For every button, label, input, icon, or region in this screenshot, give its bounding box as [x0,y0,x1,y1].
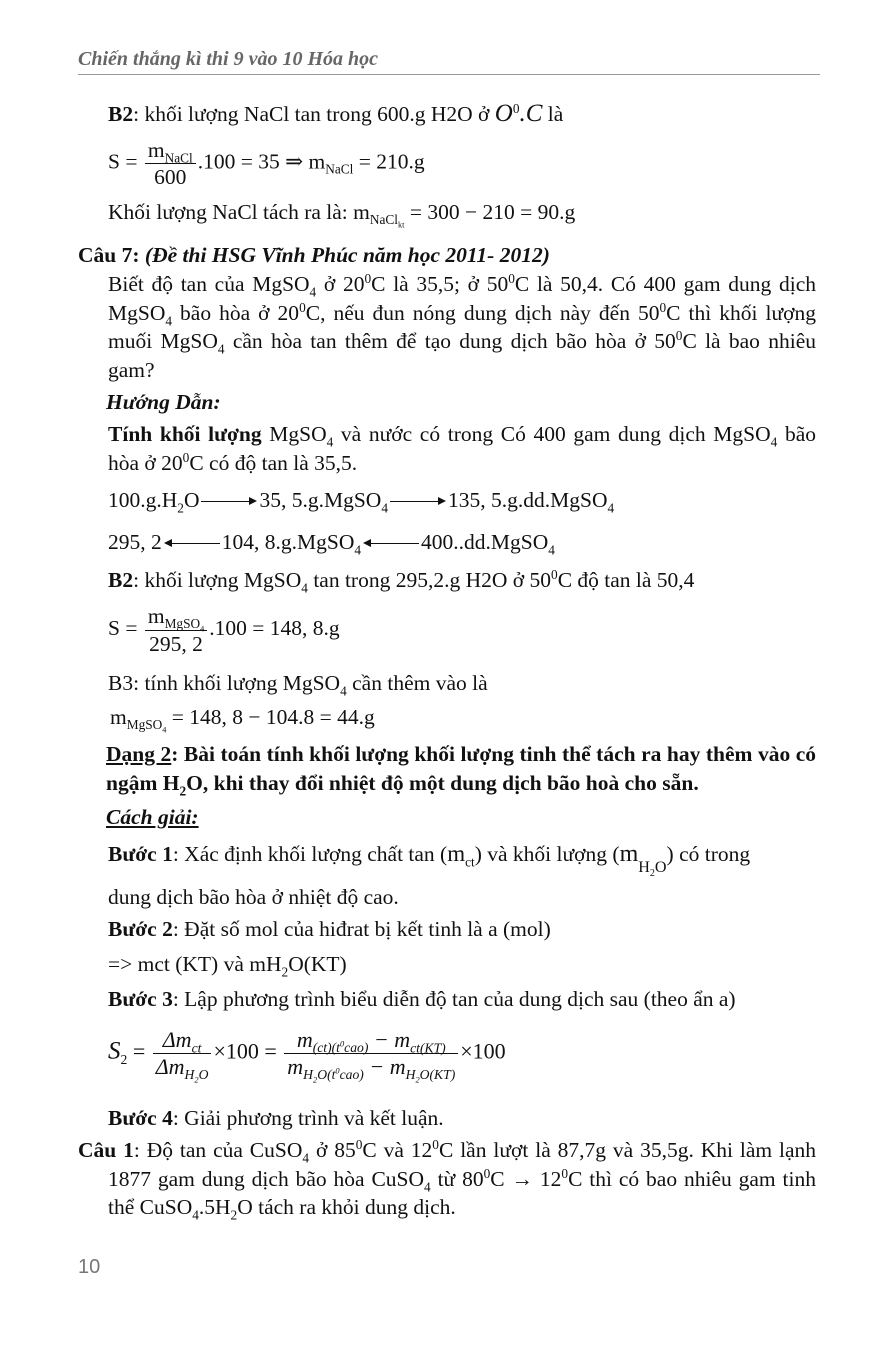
frac-num-sub: NaCl [164,150,193,166]
guide-heading: Hướng Dẫn: [106,390,221,414]
method-heading: Cách giải: [106,805,199,829]
right-arrow-icon [201,497,257,507]
nacl-separated-line [108,198,576,230]
q7-label: Câu 7 [78,243,133,267]
nacl-solubility-equation [108,137,425,190]
temp-o: O [494,100,513,127]
nacl-fraction [145,137,196,190]
delta-fraction: $\frac{\Delta m_{ct}}{\Delta m_{H_2O}}$ [153,1027,212,1080]
page-number: 10 [78,1256,101,1278]
header-rule [78,74,820,75]
dang-2-heading: Dạng 2: Bài toán tính khối lượng khối lượng tinh thể tách ra hay thêm vào có ngậm $H_2O$, khi thay đổi nhiệt độ một dung dịch bão hoà cho sẵn. [106,742,816,798]
q7-colon: : [132,243,145,267]
b2-text: : khối lượng NaCl tan trong 600.g H2O ở [133,102,495,126]
running-header: Chiến thắng kì thi 9 vào 10 Hóa học [78,48,379,70]
step-2-line: Bước 2: Đặt số mol của hiđrat bị kết tinh là a (mol) [108,917,551,941]
mgso4-add-equation: $m_{MgSO_4} = 148$, 8 − 104.8 = 44.g [110,705,375,735]
eq-rest2: = 210.g [353,149,425,174]
b2-label: B2 [108,102,134,126]
b2-nacl-line [108,100,563,128]
frac-den: 600 [154,165,187,189]
kt-text: Khối lượng NaCl tách ra là: [108,200,354,224]
reaction-row-2: 295, 2 104, 8.g.MgSO$_4$ 400..dd.MgSO$_4$ [108,530,555,558]
solubility-formula: $S_2$ = $\frac{\Delta m_{ct}}{\Delta m_{H_2O}}$ ×100 = $\frac{m_{(ct)(t^0cao)} - m_{ct(KT)}}{m_{H_2O(t^0cao)} - m_{H_2O(KT)}}$ ×100 [108,1027,506,1086]
step-3-line: Bước 3: Lập phương trình biểu diễn độ tan của dung dịch sau (theo ẩn a) [108,987,736,1011]
mgso4-fraction: $\frac{m_{MgSO_4}}{295, 2}$ [145,603,207,657]
frac-num-m: m [147,138,165,162]
kt-m: m [353,200,370,224]
mass-fraction: $\frac{m_{(ct)(t^0cao)} - m_{ct(KT)}}{m_{H_2O(t^0cao)} - m_{H_2O(KT)}}$ [284,1027,458,1080]
b2-mgso4-line: B2: khối lượng MgSO$_4$ tan trong 295,2.g H2O ở $50^0C$ độ tan là 50,4 [108,566,695,596]
kt-rest: = 300 − 210 = 90.g [404,200,576,224]
question-7-heading [78,241,550,269]
reaction-row-1: $100.g.H_2O$ 35, 5.g.MgSO$_4$ 135, 5.g.dd.MgSO$_4$ [108,488,615,516]
left-arrow-icon [363,539,419,549]
q7-source: (Đề thi HSG Vĩnh Phúc năm học 2011- 2012) [144,243,550,267]
temp-sup: 0 [512,100,520,116]
guide-calc-text: Tính khối lượng MgSO$_4$ và nước có trong Có 400 gam dung dịch MgSO$_4$ bão hòa ở $20^0C$ có độ tan là 35,5. [108,422,817,475]
implication-line: => mct (KT) và $mH_2O(KT)$ [108,952,347,980]
question-1-text: Câu 1: Độ tan của CuSO$_4$ ở $85^0C$ và $12^0C$ lần lượt là 87,7g và 35,5g. Khi làm lạnh 1877 gam dung dịch bão hòa CuSO$_4$ từ $80^0C \to 12^0C$ thì có bao nhiêu gam tinh thể $CuSO_4.5H_2O$ tách ra khỏi dung dịch. [78,1136,816,1223]
b3-line: B3: tính khối lượng MgSO$_4$ cần thêm vào là [108,671,488,699]
eq-rest1: .100 = 35 ⇒ m [197,149,326,174]
left-arrow-icon [164,539,220,549]
step-4-line: Bước 4: Giải phương trình và kết luận. [108,1106,444,1130]
eq-s: S = [108,149,138,174]
mgso4-solubility-equation: S = $\frac{m_{MgSO_4}}{295, 2}$ .100 = 148, 8.g [108,604,340,656]
temp-c: .C [519,100,543,127]
eq-sub: NaCl [325,161,354,177]
right-arrow-icon [390,497,446,507]
step-1-line: Bước 1: Xác định khối lượng chất $\tan (m_{ct})$ và khối lượng $(m_{H_2O})$ có trong [108,841,751,880]
kt-subsub: kt [398,220,405,230]
step-1-line-2: dung dịch bão hòa ở nhiệt độ cao. [108,885,399,909]
kt-sub: NaCl [369,212,399,228]
question-7-text: Biết độ tan của MgSO$_4$ ở $20^0C$ là 35,5; ở $50^0C$ là 50,4. Có 400 gam dung dịch MgSO$_4$ bão hòa ở $20^0C$, nếu đun nóng dung dịch này đến $50^0C$ thì khối lượng muối MgSO$_4$ cần hòa tan thêm để tạo dung dịch bão hòa ở $50^0C$ là bao nhiêu gam? [108,270,816,382]
temp-tail: là [542,102,564,126]
